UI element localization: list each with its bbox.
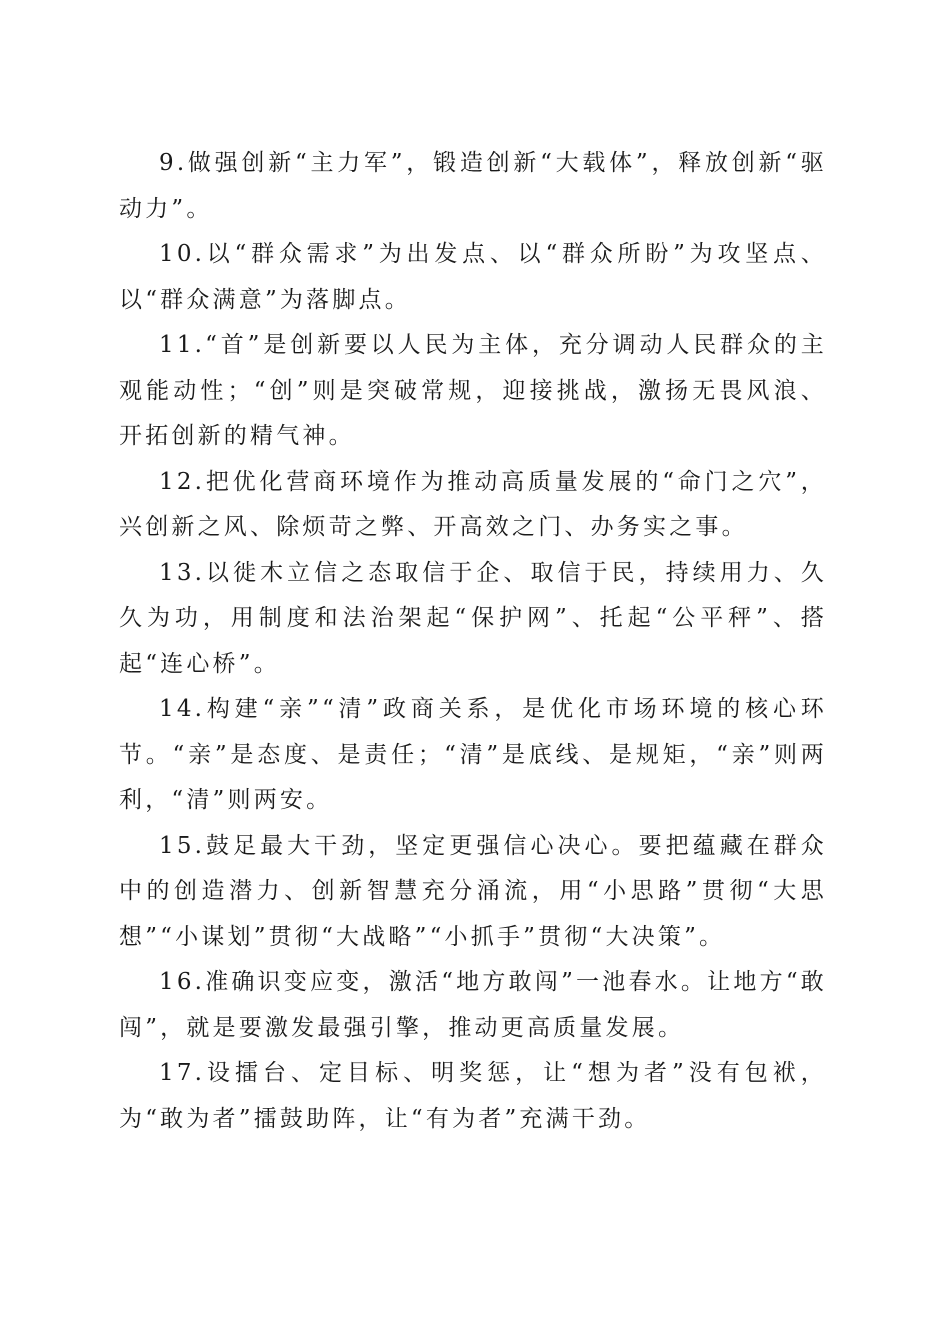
paragraph-17: 17.设擂台、定目标、明奖惩，让“想为者”没有包袱，为“敢为者”擂鼓助阵，让“有为者”充满干劲。 [119,1060,827,1132]
paragraph-15: 15.鼓足最大干劲，坚定更强信心决心。要把蕴藏在群众中的创造潜力、创新智慧充分涌流，用“小思路”贯彻“大思想”“小谋划”贯彻“大战略”“小抓手”贯彻“大决策”。 [119,832,827,950]
paragraph-16: 16.准确识变应变，激活“地方敢闯”一池春水。让地方“敢闯”，就是要激发最强引擎，推动更高质量发展。 [119,969,827,1041]
paragraph-13: 13.以徙木立信之态取信于企、取信于民，持续用力、久久为功，用制度和法治架起“保护网”、托起“公平秤”、搭起“连心桥”。 [119,559,827,677]
paragraph-12: 12.把优化营商环境作为推动高质量发展的“命门之穴”，兴创新之风、除烦苛之弊、开高效之门、办务实之事。 [119,468,827,540]
document-body [119,141,827,1142]
paragraph-9: 9.做强创新“主力军”，锻造创新“大载体”，释放创新“驱动力”。 [119,150,827,222]
paragraph-10: 10.以“群众需求”为出发点、以“群众所盼”为攻坚点、以“群众满意”为落脚点。 [119,241,827,313]
paragraph-14: 14.构建“亲”“清”政商关系，是优化市场环境的核心环节。“亲”是态度、是责任；“清”是底线、是规矩，“亲”则两利，“清”则两安。 [119,696,827,813]
paragraph-11: 11.“首”是创新要以人民为主体，充分调动人民群众的主观能动性；“创”则是突破常规，迎接挑战，激扬无畏风浪、开拓创新的精气神。 [119,332,827,449]
